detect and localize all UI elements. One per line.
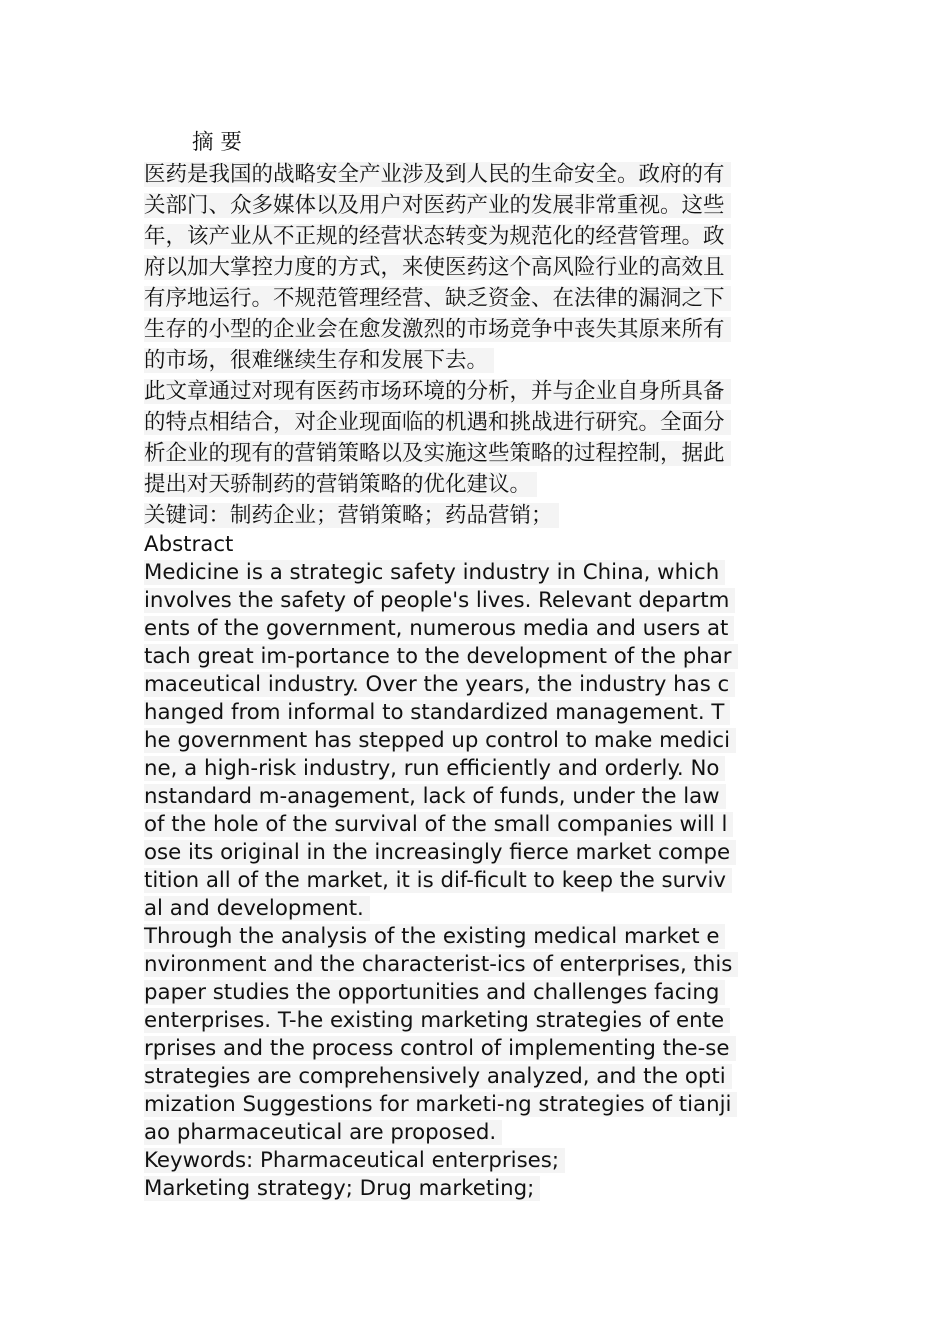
text-line: 析企业的现有的营销策略以及实施这些策略的过程控制，据此 [144,441,731,466]
text-line: 有序地运行。不规范管理经营、缺乏资金、在法律的漏洞之下 [144,286,731,311]
en-keywords [144,1147,810,1203]
text-line: he government has stepped up control to make medici [144,728,736,753]
zh-keywords: 关键词：制药企业；营销策略；药品营销； [144,500,810,531]
en-abstract-paragraph-1 [144,559,810,923]
en-abstract-title: Abstract [144,532,234,557]
en-abstract-paragraph-2 [144,923,810,1147]
text-line: 医药是我国的战略安全产业涉及到人民的生命安全。政府的有 [144,162,731,187]
text-line: tition all of the market, it is dif-ficult to keep the surviv [144,868,732,893]
text-line: enterprises. T-he existing marketing strategies of ente [144,1008,730,1033]
text-line: 的市场，很难继续生存和发展下去。 [144,348,494,373]
text-line: nstandard m-anagement, lack of funds, under the law [144,784,726,809]
text-line: al and development. [144,896,370,921]
text-line: 生存的小型的企业会在愈发激烈的市场竞争中丧失其原来所有 [144,317,731,342]
text-line: rprises and the process control of implementing the-se [144,1036,736,1061]
text-line: strategies are comprehensively analyzed, and the opti [144,1064,732,1089]
text-line: maceutical industry. Over the years, the industry has c [144,672,735,697]
text-line: hanged from informal to standardized management. T [144,700,730,725]
text-line: nvironment and the characterist-ics of enterprises, this [144,952,738,977]
text-line: Medicine is a strategic safety industry in China, which [144,560,725,585]
text-line: ne, a high-risk industry, run efficiently and orderly. No [144,756,725,781]
text-line: 的特点相结合，对企业现面临的机遇和挑战进行研究。全面分 [144,410,731,435]
zh-abstract-title: 摘 要 [192,130,242,155]
text-line: paper studies the opportunities and challenges facing [144,980,725,1005]
text-line: tach great im-portance to the development of the phar [144,644,738,669]
text-line: ents of the government, numerous media and users at [144,616,734,641]
text-line: 此文章通过对现有医药市场环境的分析，并与企业自身所具备 [144,379,731,404]
text-line: ose its original in the increasingly fierce market compe [144,840,736,865]
text-line: 府以加大掌控力度的方式，来使医药这个高风险行业的高效且 [144,255,731,280]
text-line: of the hole of the survival of the small companies will l [144,812,733,837]
zh-abstract-paragraph-1 [144,159,810,376]
text-line: Through the analysis of the existing medical market e [144,924,725,949]
text-line: 提出对天骄制药的营销策略的优化建议。 [144,472,537,497]
text-line: 年，该产业从不正规的经营状态转变为规范化的经营管理。政 [144,224,731,249]
text-line: Marketing strategy; Drug marketing; [144,1176,540,1201]
zh-abstract-paragraph-2 [144,376,810,500]
text-line: Keywords: Pharmaceutical enterprises; [144,1148,565,1173]
text-line: 关部门、众多媒体以及用户对医药产业的发展非常重视。这些 [144,193,731,218]
text-line: mization Suggestions for marketi-ng strategies of tianji [144,1092,737,1117]
abstract-content [144,127,810,1203]
text-line: involves the safety of people's lives. Relevant departm [144,588,735,613]
text-line: ao pharmaceutical are proposed. [144,1120,502,1145]
